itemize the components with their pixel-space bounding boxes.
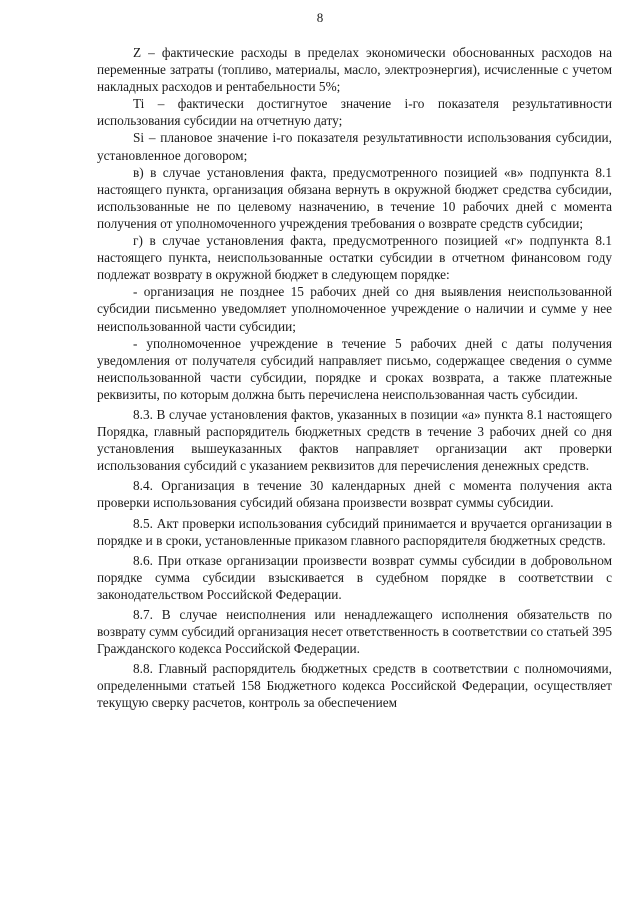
document-body (97, 44, 612, 712)
paragraph-8-8: 8.8. Главный распорядитель бюджетных средств в соответствии с полномочиями, определенными статьей 158 Бюджетного кодекса Российской Федерации, осуществляет текущую сверку расчетов, контроль за обеспечением (97, 661, 612, 711)
paragraph-8-4: 8.4. Организация в течение 30 календарных дней с момента получения акта проверки использования субсидий обязана произвести возврат суммы субсидии. (97, 478, 612, 511)
paragraph-8-6: 8.6. При отказе организации произвести возврат суммы субсидии в добровольном порядке сумма субсидии взыскивается в судебном порядке в соответствии с законодательством Российской Федерации. (97, 552, 612, 602)
paragraph-8-3: 8.3. В случае установления фактов, указанных в позиции «а» пункта 8.1 настоящего Порядка, главный распорядитель бюджетных средств в течение 3 рабочих дней со дня установления вышеуказанных фактов направляет организации акт проверки использования субсидий с указанием реквизитов для перечисления денежных средств. (97, 406, 612, 474)
paragraph-bullet-organization: - организация не позднее 15 рабочих дней со дня выявления неиспользованной субсидии письменно уведомляет уполномоченное учреждение о наличии и сумме у нее неиспользованной части субсидии; (97, 284, 612, 334)
paragraph-bullet-institution: - уполномоченное учреждение в течение 5 рабочих дней с даты получения уведомления от получателя субсидий направляет письмо, содержащее сведения о сумме неиспользованной части субсидии, порядке и сроках возврата, а также платежные реквизиты, по которым должна быть перечислена неиспользованная часть субсидии. (97, 335, 612, 402)
page-number: 8 (316, 10, 324, 25)
paragraph-z-definition: Z – фактические расходы в пределах экономически обоснованных расходов на переменные затраты (топливо, материалы, масло, электроэнергия), исчисленные с учетом накладных расходов и рентабельности 5%; (97, 45, 612, 95)
paragraph-item-v: в) в случае установления факта, предусмотренного позицией «в» подпункта 8.1 настоящего пункта, организация обязана вернуть в окружной бюджет средства субсидии, использованные не по целевому назначению, в течение 10 рабочих дней с момента получения от уполномоченного учреждения требования о возврате средств субсидии; (97, 164, 612, 231)
paragraph-ti-definition: Ti – фактически достигнутое значение i-го показателя результативности использования субсидии на отчетную дату; (97, 96, 612, 129)
paragraph-item-g: г) в случае установления факта, предусмотренного позицией «г» подпункта 8.1 настоящего пункта, неиспользованные остатки субсидии в отчетном финансовом году подлежат возврату в окружной бюджет в следующем порядке: (97, 233, 612, 283)
paragraph-si-definition: Si – плановое значение i-го показателя результативности использования субсидии, установленное договором; (97, 130, 612, 163)
paragraph-8-5: 8.5. Акт проверки использования субсидий принимается и вручается организации в порядке и в сроки, установленные приказом главного распорядителя бюджетных средств. (97, 515, 612, 548)
paragraph-8-7: 8.7. В случае неисполнения или ненадлежащего исполнения обязательств по возврату сумм субсидий организация несет ответственность в соответствии со статьей 395 Гражданского кодекса Российской Федерации. (97, 607, 613, 657)
